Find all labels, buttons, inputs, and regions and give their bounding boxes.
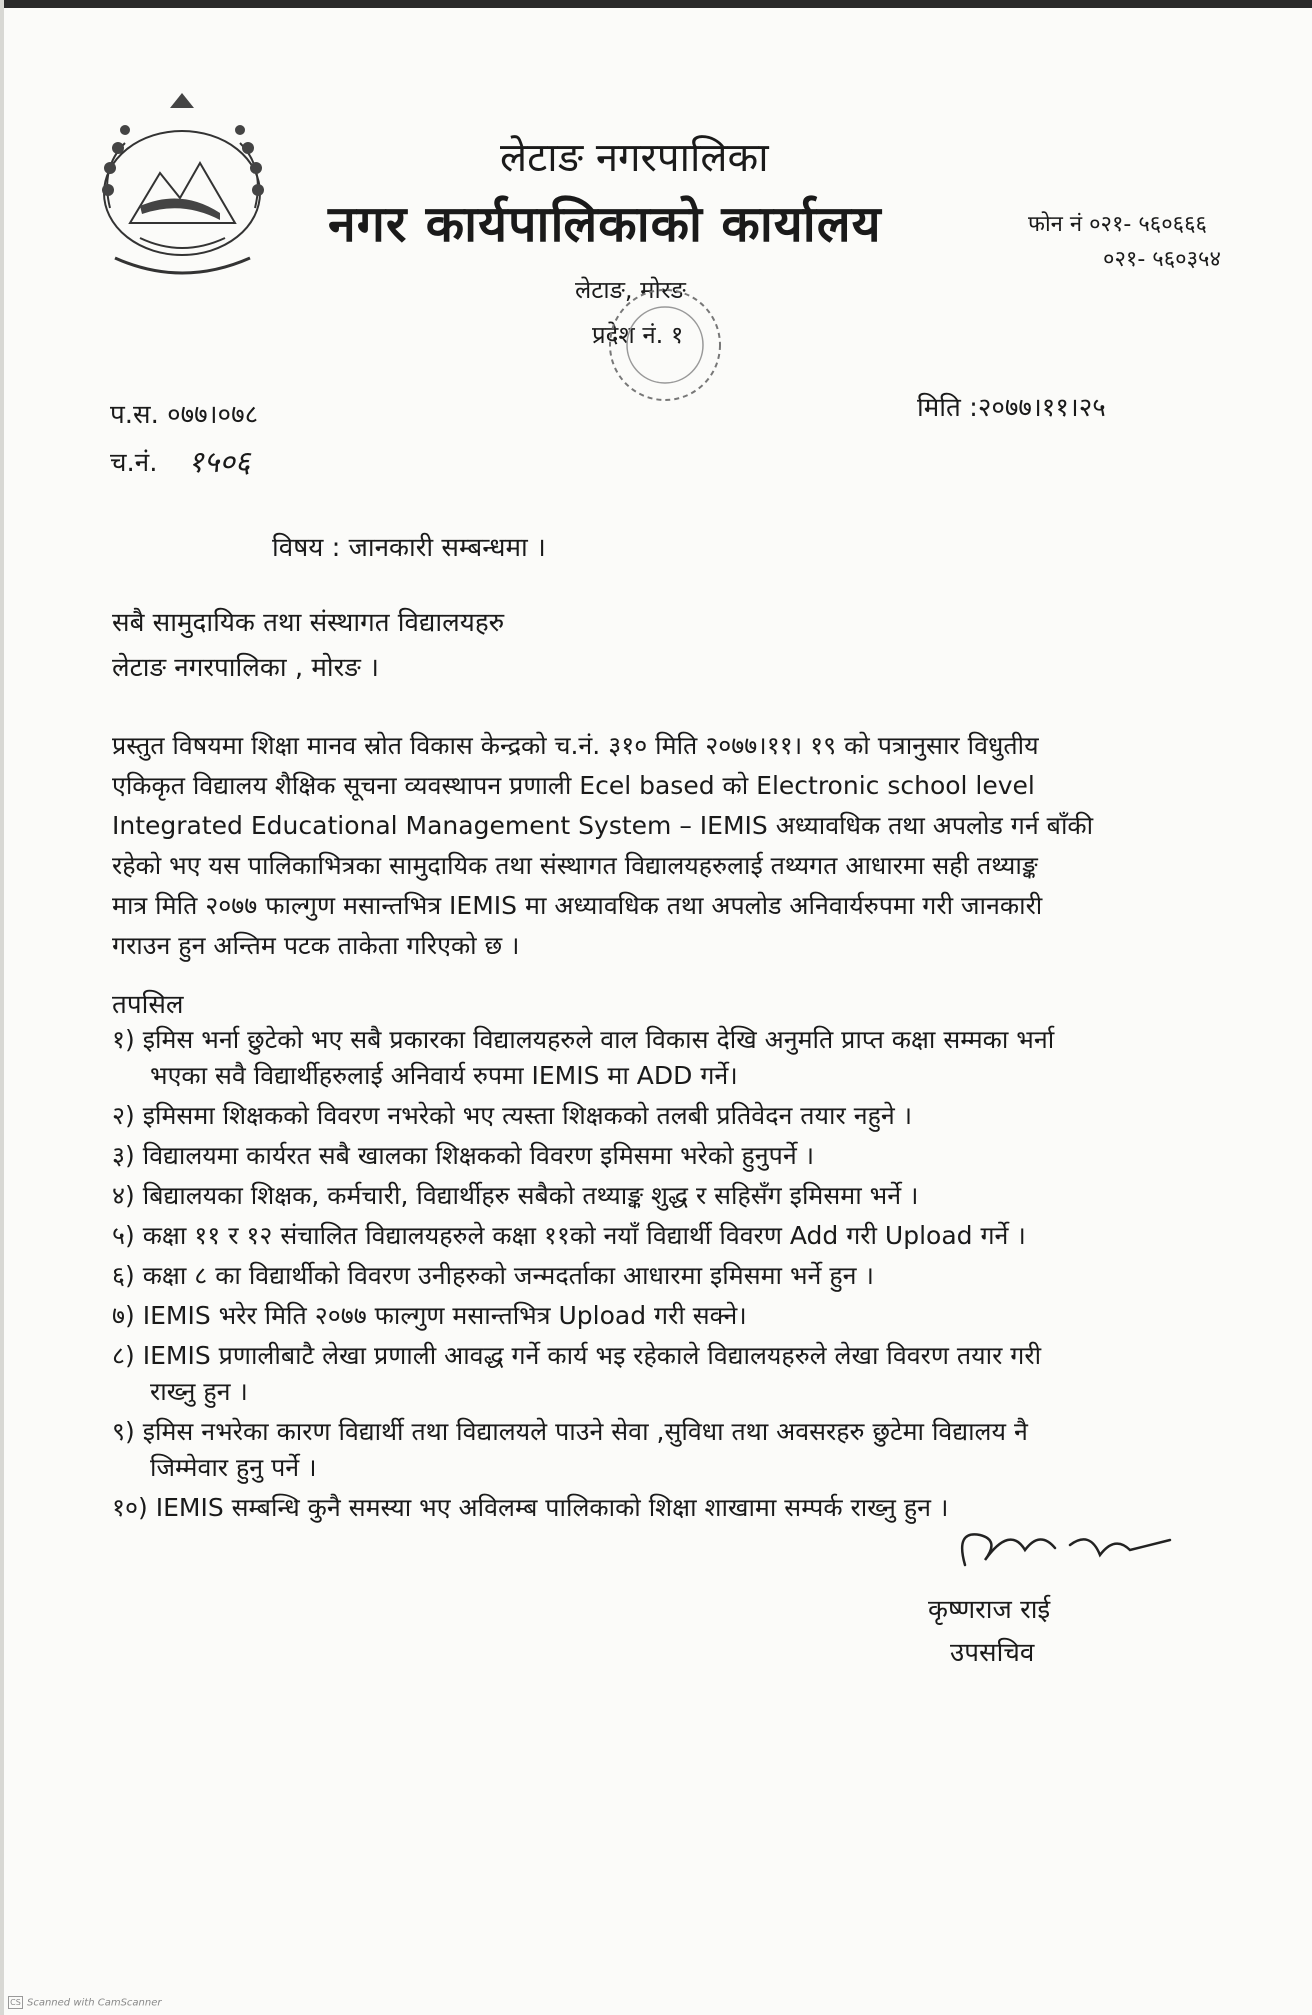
list-item-9: ९) इमिस नभरेका कारण विद्यार्थी तथा विद्यालयले पाउने सेवा ,सुविधा तथा अवसरहरु छुटेमा विद्यालय नै bbox=[112, 1417, 1028, 1446]
list-item-1: १) इमिस भर्ना छुटेको भए सबै प्रकारका विद्यालयहरुले वाल विकास देखि अनुमति प्राप्त कक्षा सम्मका भर्ना bbox=[112, 1025, 1055, 1054]
camscanner-icon: CS bbox=[8, 1996, 23, 2009]
body-line: एकिकृत विद्यालय शैक्षिक सूचना व्यवस्थापन प्रणाली Ecel based को Electronic school level bbox=[112, 771, 1035, 800]
list-item-4: ४) बिद्यालयका शिक्षक, कर्मचारी, विद्यार्थीहरु सबैको तथ्याङ्क शुद्ध र सहिसँग इमिसमा भर्ने । bbox=[112, 1181, 919, 1210]
scanner-text: Scanned with CamScanner bbox=[27, 1997, 162, 2009]
office-stamp-icon bbox=[600, 280, 730, 410]
list-item-6: ६) कक्षा ८ का विद्यार्थीको विवरण उनीहरुको जन्मदर्ताका आधारमा इमिसमा भर्ने हुन । bbox=[112, 1261, 874, 1290]
list-item-1-cont: भएका सवै विद्यार्थीहरुलाई अनिवार्य रुपमा IEMIS मा ADD गर्ने। bbox=[150, 1061, 738, 1090]
body-line: Integrated Educational Management System – IEMIS अध्यावधिक तथा अपलोड गर्न बाँकी bbox=[112, 811, 1094, 840]
signatory-title: उपसचिव bbox=[950, 1638, 1035, 1668]
office-province: प्रदेश नं. १ bbox=[592, 321, 684, 349]
letter-subject: विषय : जानकारी सम्बन्धमा । bbox=[272, 533, 546, 563]
dispatch-label: च.नं. bbox=[110, 448, 158, 478]
scan-left-edge bbox=[0, 0, 4, 2015]
list-item-2: २) इमिसमा शिक्षकको विवरण नभरेको भए त्यस्ता शिक्षकको तलबी प्रतिवेदन तयार नहुने । bbox=[112, 1101, 913, 1130]
list-item-3: ३) विद्यालयमा कार्यरत सबै खालका शिक्षकको विवरण इमिसमा भरेको हुनुपर्ने । bbox=[112, 1141, 815, 1170]
recipient-line-1: सबै सामुदायिक तथा संस्थागत विद्यालयहरु bbox=[112, 608, 505, 638]
reference-number: प.स. ०७७।०७८ bbox=[110, 400, 259, 430]
phone-number-1: फोन नं ०२१- ५६०६६६ bbox=[1028, 212, 1207, 237]
dispatch-number: १५०६ bbox=[188, 445, 251, 480]
list-item-9-cont: जिम्मेवार हुनु पर्ने । bbox=[150, 1453, 317, 1482]
body-line: गराउन हुन अन्तिम पटक ताकेता गरिएको छ । bbox=[112, 931, 520, 960]
office-name: नगर कार्यपालिकाको कार्यालय bbox=[328, 195, 882, 253]
handwritten-signature bbox=[950, 1510, 1180, 1585]
municipality-name: लेटाङ नगरपालिका bbox=[500, 135, 769, 181]
nepal-emblem-icon bbox=[70, 88, 295, 288]
letter-date: मिति :२०७७।११।२५ bbox=[917, 393, 1106, 423]
list-item-10: १०) IEMIS सम्बन्धि कुनै समस्या भए अविलम्ब पालिकाको शिक्षा शाखामा सम्पर्क राख्नु हुन । bbox=[112, 1493, 949, 1522]
list-item-8: ८) IEMIS प्रणालीबाटै लेखा प्रणाली आवद्ध गर्ने कार्य भइ रहेकाले विद्यालयहरुले लेखा विवरण तयार गरी bbox=[112, 1341, 1042, 1370]
list-heading: तपसिल bbox=[112, 990, 184, 1020]
scan-top-edge bbox=[0, 0, 1312, 8]
list-item-7: ७) IEMIS भरेर मिति २०७७ फाल्गुण मसान्तभित्र Upload गरी सक्ने। bbox=[112, 1301, 747, 1330]
list-item-5: ५) कक्षा ११ र १२ संचालित विद्यालयहरुले कक्षा ११को नयाँ विद्यार्थी विवरण Add गरी Upload गर्ने । bbox=[112, 1221, 1026, 1250]
body-line: मात्र मिति २०७७ फाल्गुण मसान्तभित्र IEMIS मा अध्यावधिक तथा अपलोड अनिवार्यरुपमा गरी जानकारी bbox=[112, 891, 1043, 920]
office-address: लेटाङ, मोरङ bbox=[575, 276, 686, 304]
body-line: प्रस्तुत विषयमा शिक्षा मानव स्रोत विकास केन्द्रको च.नं. ३१० मिति २०७७।११। १९ को पत्रानुसार विधुतीय bbox=[112, 731, 1039, 760]
phone-number-2: ०२१- ५६०३५४ bbox=[1103, 247, 1221, 272]
scanner-footer bbox=[8, 1996, 162, 2009]
signatory-name: कृष्णराज राई bbox=[928, 1595, 1051, 1625]
recipient-line-2: लेटाङ नगरपालिका , मोरङ । bbox=[112, 653, 379, 683]
body-line: रहेको भए यस पालिकाभित्रका सामुदायिक तथा संस्थागत विद्यालयहरुलाई तथ्यगत आधारमा सही तथ्याङ्क bbox=[112, 851, 1038, 880]
list-item-8-cont: राख्नु हुन । bbox=[150, 1377, 248, 1406]
